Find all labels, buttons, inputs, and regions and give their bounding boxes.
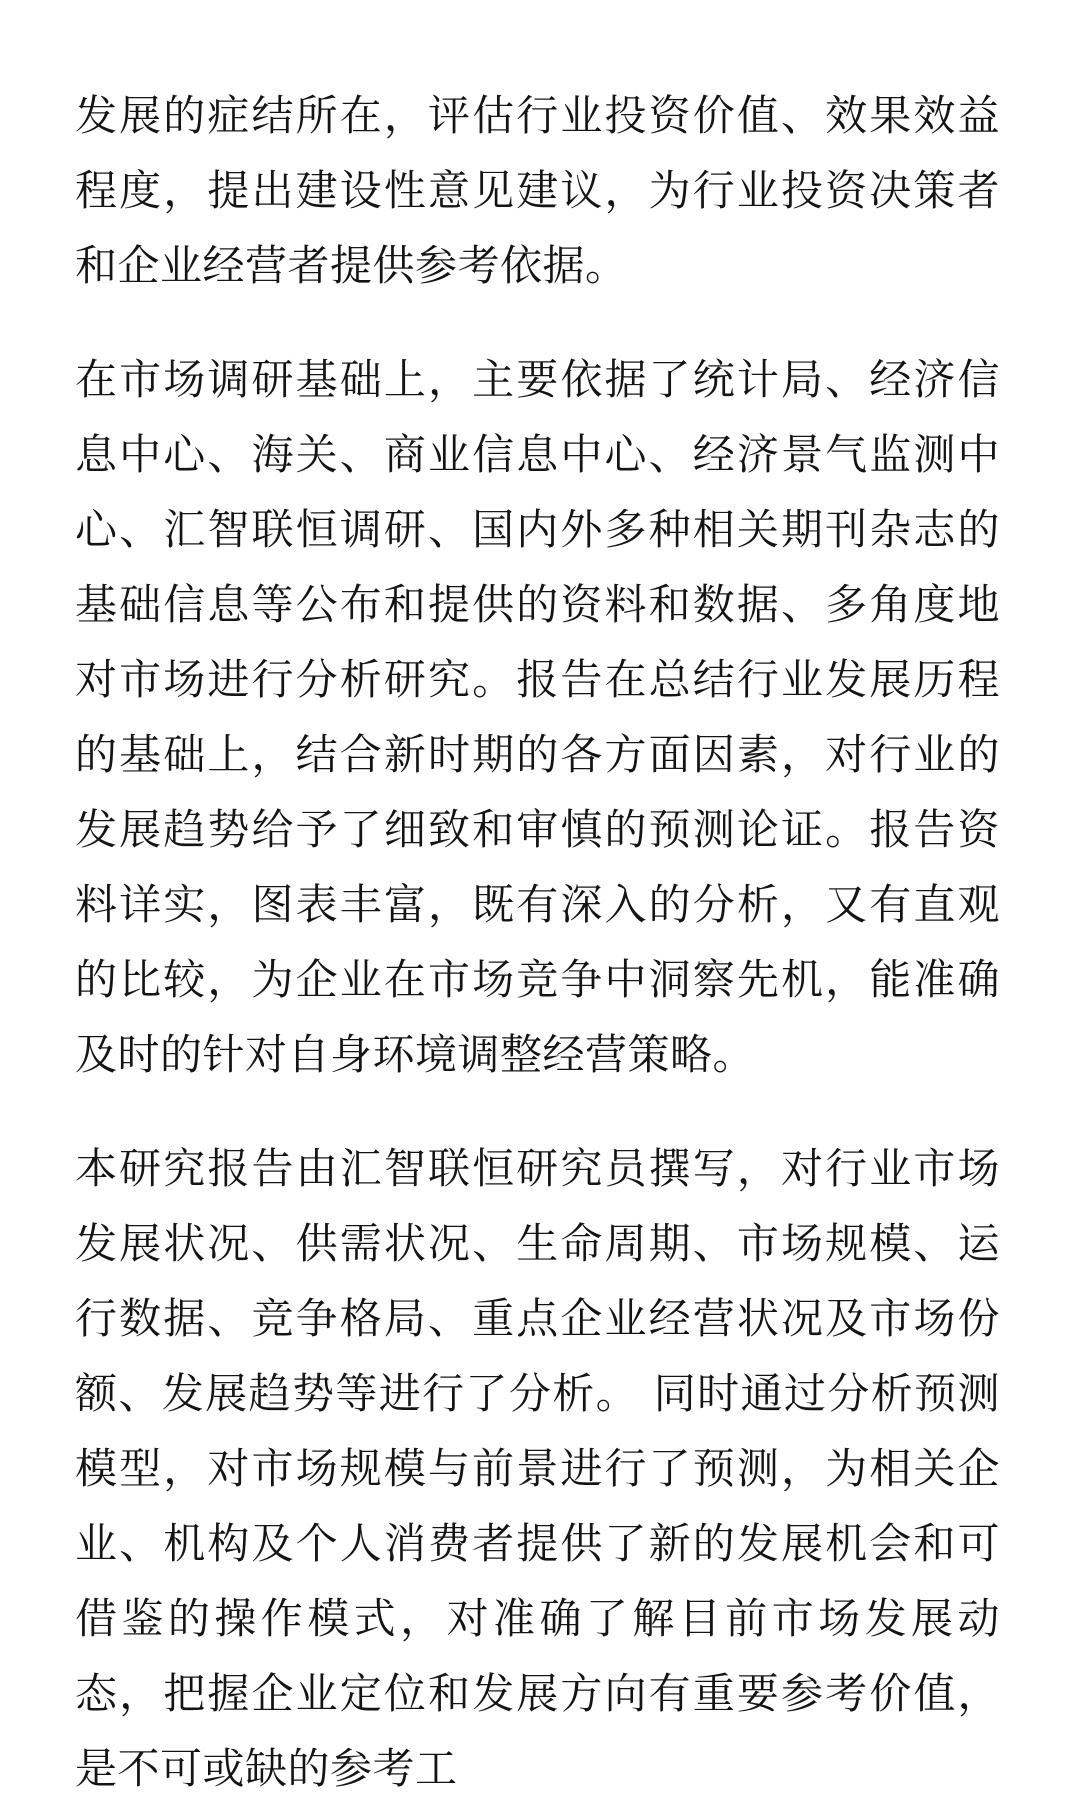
paragraph-1: 发展的症结所在，评估行业投资价值、效果效益程度，提出建设性意见建议，为行业投资决策者和企业经营者提供参考依据。 bbox=[75, 91, 1000, 290]
paragraph-3: 本研究报告由汇智联恒研究员撰写，对行业市场发展状况、供需状况、生命周期、市场规模、运行数据、竞争格局、重点企业经营状况及市场份额、发展趋势等进行了分析。 同时通过分析预测模型，对市场规模与前景进行了预测，为相关企业、机构及个人消费者提供了新的发展机会和可借鉴的操作模式，对准确了解目前市场发展动态，把握企业定位和发展方向有重要参考价值，是不可或缺的参考工 bbox=[75, 1144, 1000, 1793]
paragraph-2: 在市场调研基础上，主要依据了统计局、经济信息中心、海关、商业信息中心、经济景气监测中心、汇智联恒调研、国内外多种相关期刊杂志的基础信息等公布和提供的资料和数据、多角度地对市场进行分析研究。报告在总结行业发展历程的基础上，结合新时期的各方面因素，对行业的发展趋势给予了细致和审慎的预测论证。报告资料详实，图表丰富，既有深入的分析，又有直观的比较，为企业在市场竞争中洞察先机，能准确及时的针对自身环境调整经营策略。 bbox=[75, 355, 1000, 1079]
